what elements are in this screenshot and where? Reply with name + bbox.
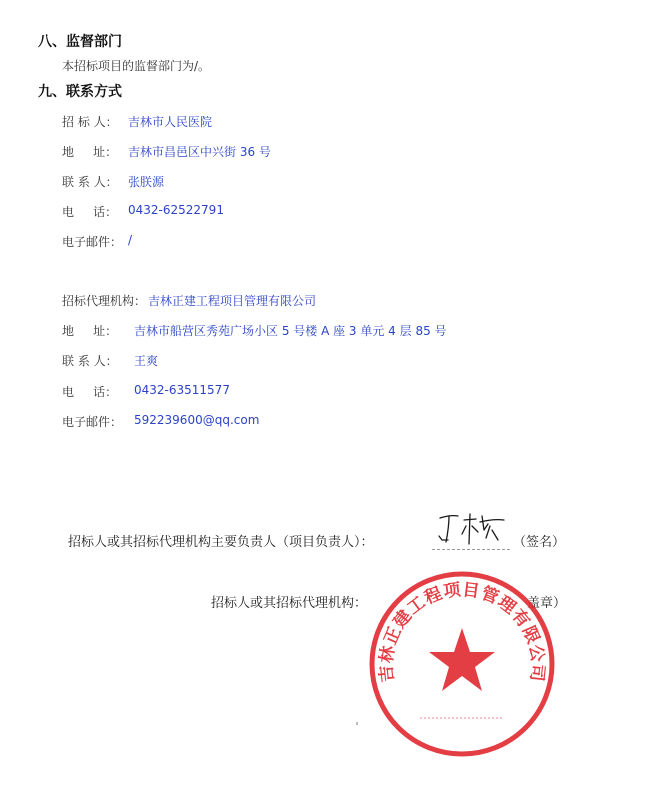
agency-email: 592239600@qq.com [134,413,260,427]
section-9-heading: 九、联系方式 [38,84,122,100]
tenderer-name: 吉林市人民医院 [128,115,213,129]
scan-speck [356,722,358,725]
agency-name: 吉林正建工程项目管理有限公司 [148,294,317,308]
agency-name-label: 招标代理机构： [62,294,147,308]
tenderer-contact: 张朕源 [128,175,165,189]
tenderer-phone: 0432-62522791 [128,203,224,217]
signature-line [432,549,510,550]
seal-suffix: 盖章） [527,596,567,611]
agency-address: 吉林市船营区秀苑广场小区 5 号楼 A 座 3 单元 4 层 85 号 [134,324,447,338]
tenderer-address: 吉林市昌邑区中兴街 36 号 [128,145,271,159]
supervision-text: 本招标项目的监督部门为/。 [62,59,211,73]
sign-suffix: （签名） [513,535,566,550]
agency-contact: 王爽 [134,354,159,368]
company-seal-stamp [364,566,560,762]
tenderer-name-label: 招 标 人： [62,115,118,129]
agency-email-label: 电子邮件： [62,415,123,429]
agency-phone: 0432-63511577 [134,383,230,397]
tenderer-phone-label: 电 话： [62,205,118,219]
section-8-heading: 八、监督部门 [38,34,122,50]
tenderer-contact-label: 联 系 人： [62,175,118,189]
svg-text:吉林正建工程项目管理有限公司: 吉林正建工程项目管理有限公司 [376,580,548,684]
tenderer-address-label: 地 址： [62,145,118,159]
tenderer-email-label: 电子邮件： [62,235,123,249]
agency-contact-label: 联 系 人： [62,354,118,368]
handwritten-signature [436,510,510,548]
principal-signature-label: 招标人或其招标代理机构主要负责人（项目负责人）： [68,535,374,550]
organization-seal-label: 招标人或其招标代理机构： [211,596,368,611]
agency-phone-label: 电 话： [62,385,118,399]
tenderer-email: / [128,233,133,247]
agency-address-label: 地 址： [62,324,118,338]
